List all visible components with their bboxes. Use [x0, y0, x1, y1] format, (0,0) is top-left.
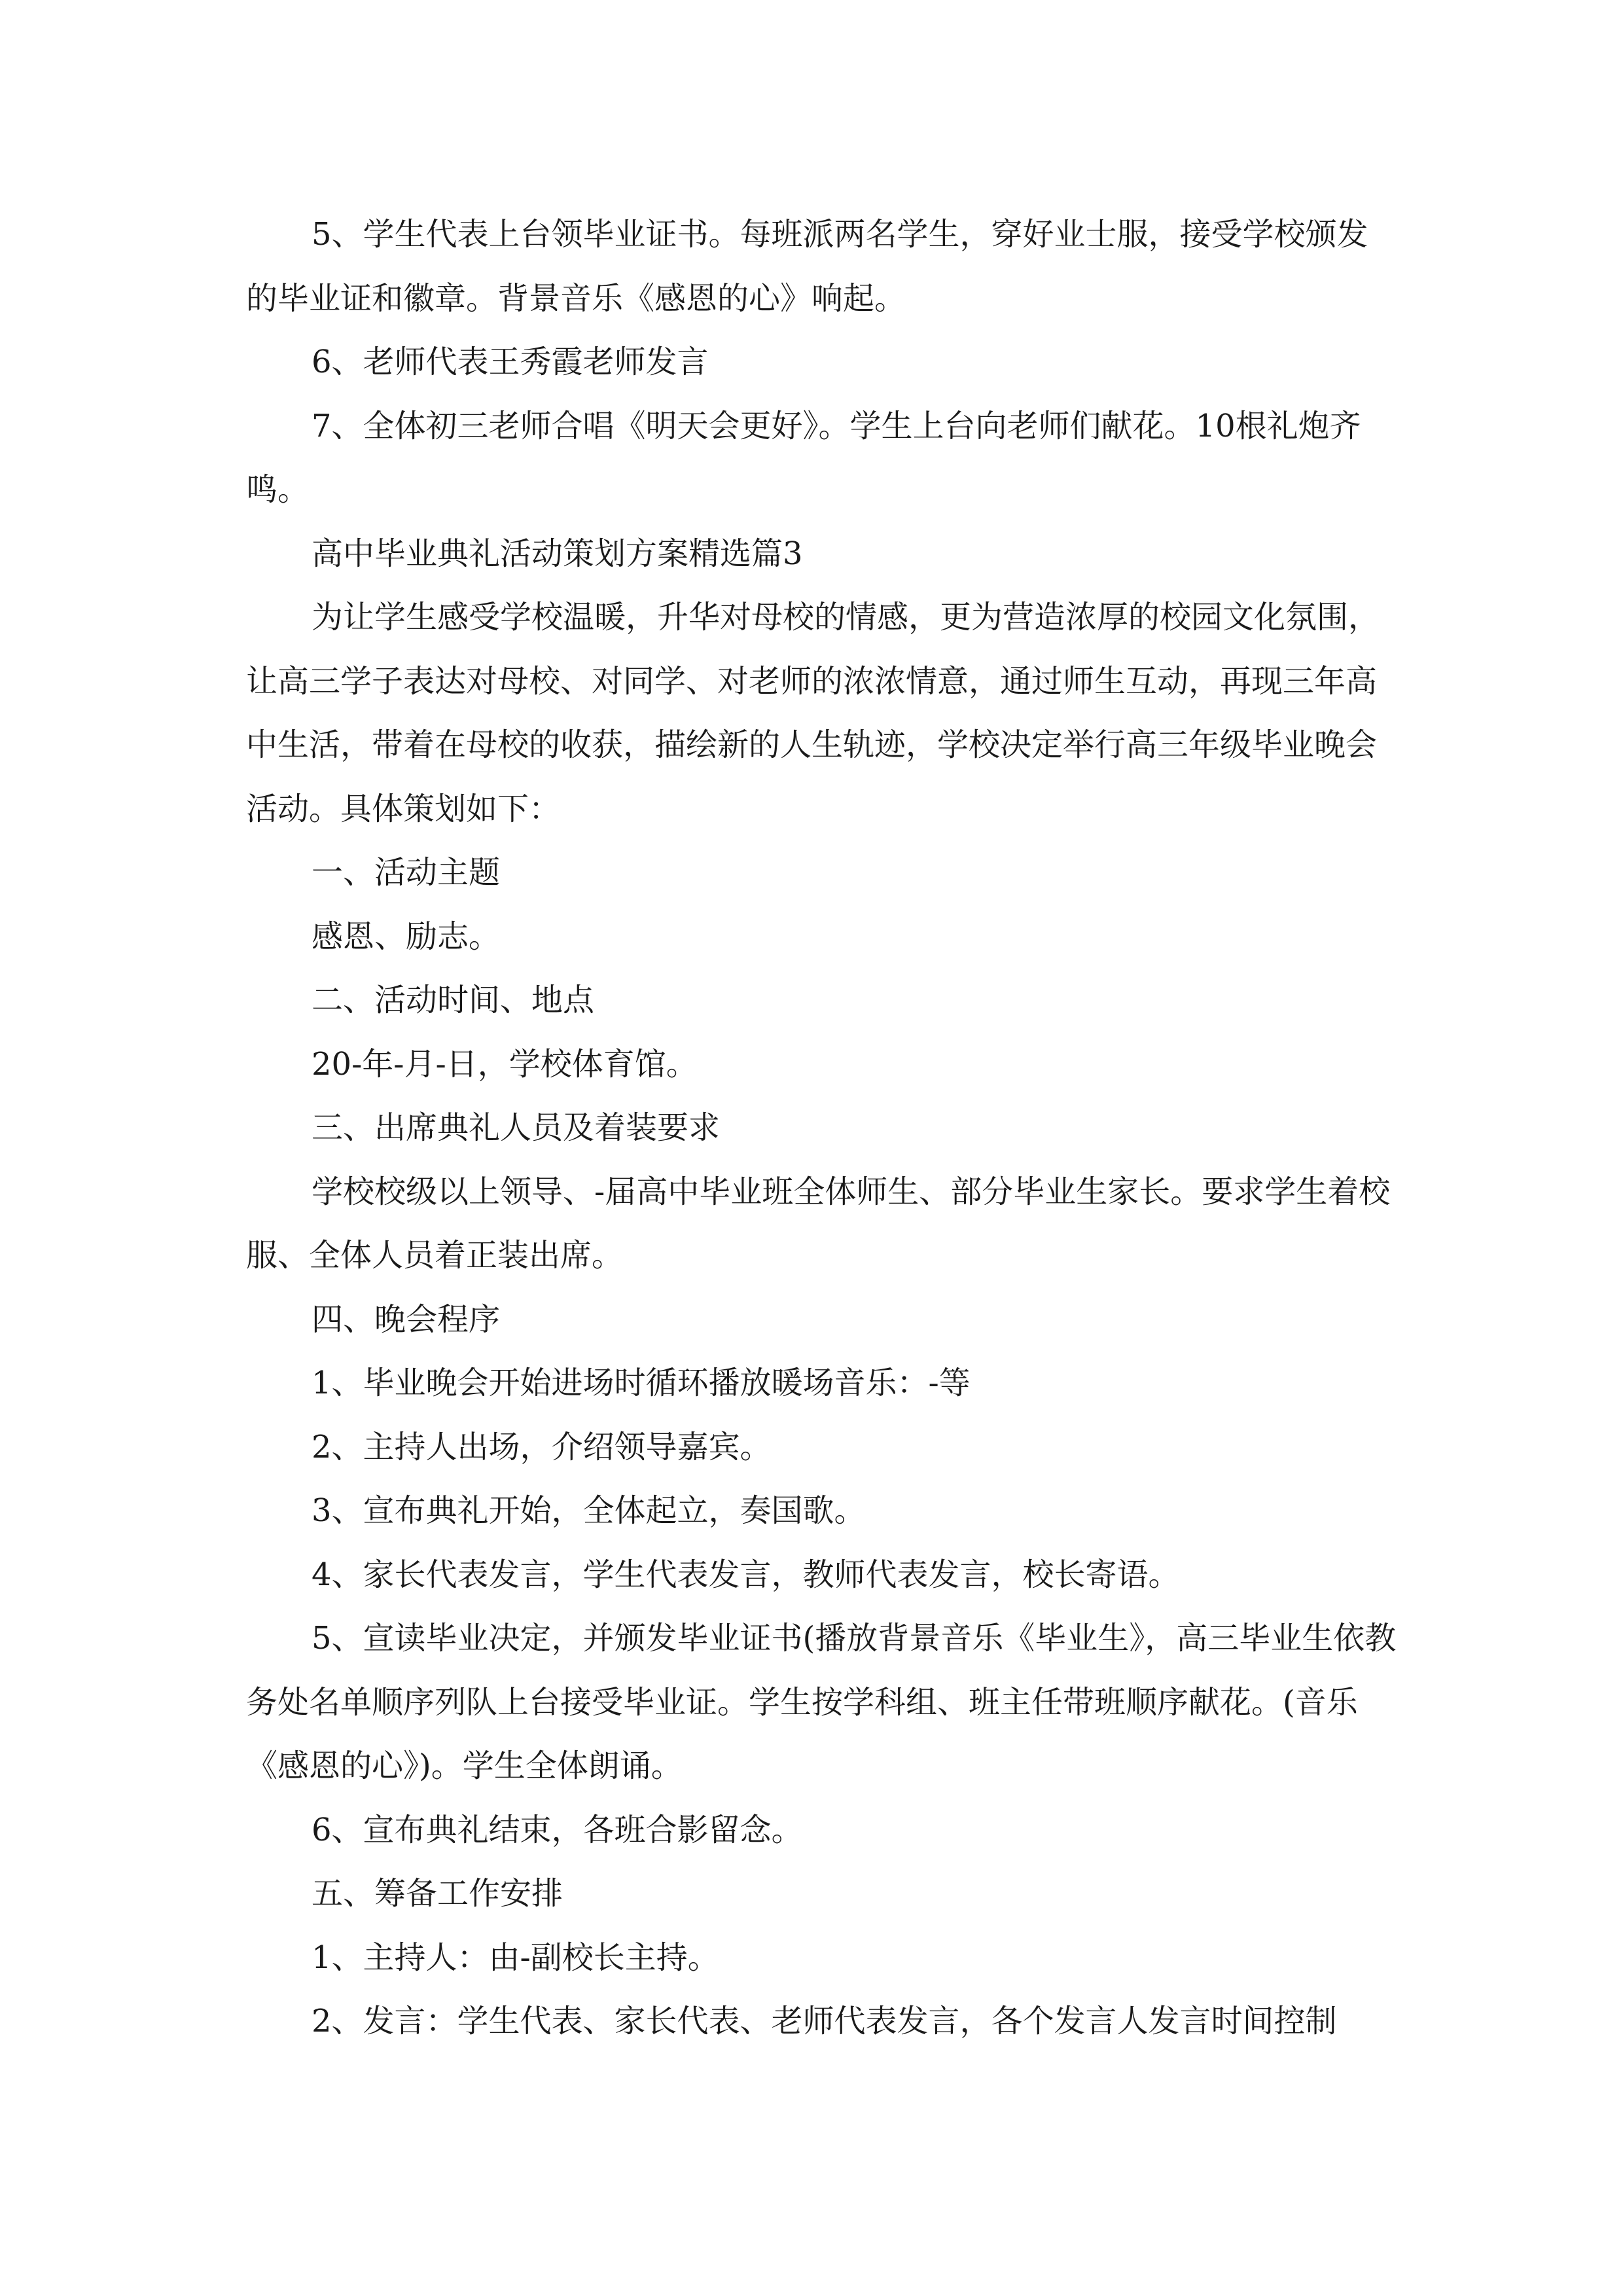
heading-attendees: 三、出席典礼人员及着装要求 [312, 1109, 721, 1146]
paragraph-teacher-speech: 6、老师代表王秀霞老师发言 [312, 344, 709, 380]
paragraph-award-certificates: 5、学生代表上台领毕业证书。每班派两名学生，穿好业士服，接受学校颁发的毕业证和徽章。背景音乐《感恩的心》响起。 [246, 216, 1368, 317]
program-item-1: 1、毕业晚会开始进场时循环播放暖场音乐：-等 [312, 1365, 971, 1401]
paragraph-intro: 为让学生感受学校温暖，升华对母校的情感，更为营造浓厚的校园文化氛围，让高三学子表达对母校、对同学、对老师的浓浓情意，通过师生互动，再现三年高中生活，带着在母校的收获，描绘新的人生轨迹，学校决定举行高三年级毕业晚会活动。具体策划如下： [246, 599, 1380, 827]
program-item-6: 6、宣布典礼结束，各班合影留念。 [312, 1811, 803, 1848]
paragraph-theme: 感恩、励志。 [312, 918, 501, 955]
program-item-3: 3、宣布典礼开始，全体起立，奏国歌。 [312, 1492, 866, 1529]
heading-theme: 一、活动主题 [312, 854, 501, 891]
section-title: 高中毕业典礼活动策划方案精选篇3 [312, 535, 803, 572]
document-body [246, 203, 1398, 2054]
preparation-item-1: 1、主持人：由-副校长主持。 [312, 1939, 719, 1976]
program-item-4: 4、家长代表发言，学生代表发言，教师代表发言，校长寄语。 [312, 1556, 1180, 1593]
paragraph-teacher-chorus: 7、全体初三老师合唱《明天会更好》。学生上台向老师们献花。10根礼炮齐鸣。 [246, 407, 1361, 508]
preparation-item-2: 2、发言：学生代表、家长代表、老师代表发言，各个发言人发言时间控制 [312, 2003, 1337, 2039]
paragraph-attendees: 学校校级以上领导、-届高中毕业班全体师生、部分毕业生家长。要求学生着校服、全体人员着正装出席。 [246, 1173, 1391, 1274]
program-item-5: 5、宣读毕业决定，并颁发毕业证书(播放背景音乐《毕业生》，高三毕业生依教务处名单顺序列队上台接受毕业证。学生按学科组、班主任带班顺序献花。(音乐《感恩的心》)。学生全体朗诵。 [246, 1620, 1397, 1784]
program-item-2: 2、主持人出场，介绍领导嘉宾。 [312, 1428, 772, 1465]
paragraph-time-place: 20-年-月-日，学校体育馆。 [312, 1045, 698, 1083]
heading-time-place: 二、活动时间、地点 [312, 982, 595, 1018]
heading-program: 四、晚会程序 [312, 1300, 501, 1338]
heading-preparation: 五、筹备工作安排 [312, 1875, 563, 1912]
